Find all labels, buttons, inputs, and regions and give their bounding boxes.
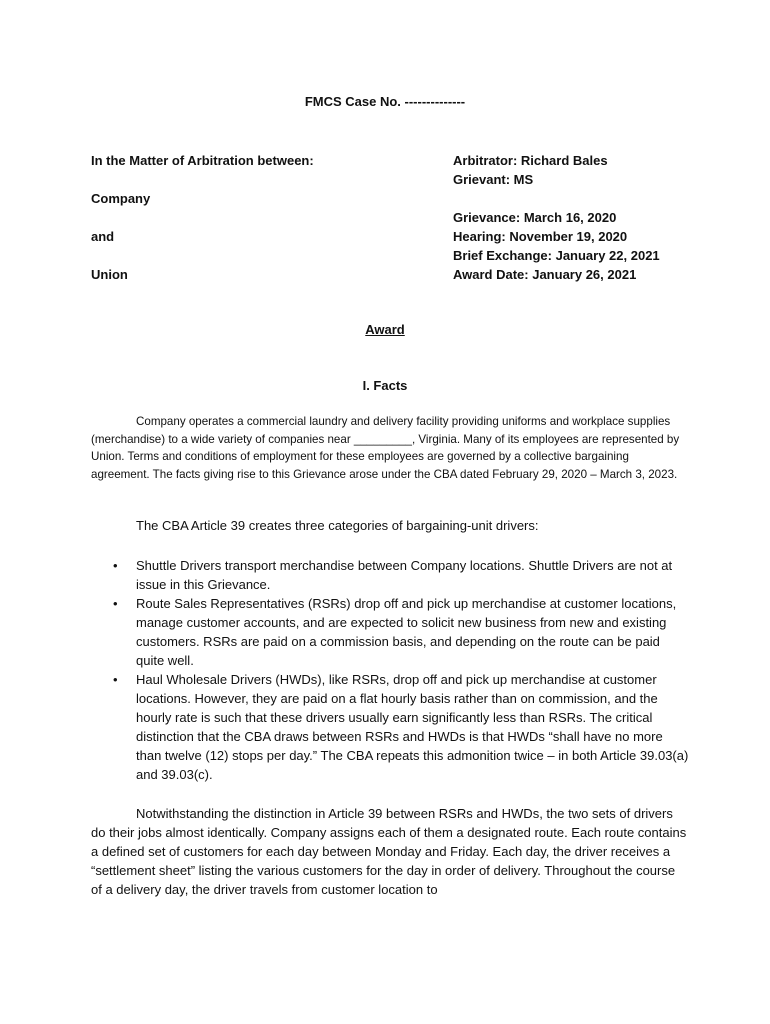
list-item [91,594,691,670]
case-number-heading: FMCS Case No. -------------- [304,94,466,109]
matter-line: In the Matter of Arbitration between: [91,153,314,168]
hearing-date-line: Hearing: November 19, 2020 [453,229,628,244]
party-union: Union [91,267,128,282]
bullet-icon: • [113,596,118,611]
list-item-text: Shuttle Drivers transport merchandise between Company locations. Shuttle Drivers are not at issue in this Grievance. [136,558,673,592]
award-date-line: Award Date: January 26, 2021 [453,267,637,282]
facts-paragraph-3: Notwithstanding the distinction in Article 39 between RSRs and HWDs, the two sets of drivers do their jobs almost identically. Company assigns each of them a designated route. Each route contains a defined set of customers for each day between Monday and Friday. Each day, the driver receives a “settlement sheet” listing the various customers for the day in order of delivery. Throughout the course of a delivery day, the driver travels from customer location to [91,806,687,897]
grievance-date-line: Grievance: March 16, 2020 [453,210,617,225]
driver-categories-list [91,556,691,784]
party-company: Company [91,191,151,206]
list-item-text: Route Sales Representatives (RSRs) drop off and pick up merchandise at customer locations, manage customer accounts, and are expected to solicit new business from new and existing customers. RSRs are paid on a commission basis, and depending on the route can be paid quite well. [136,596,677,668]
list-item [91,556,691,594]
list-item [91,670,691,784]
facts-paragraph-2: The CBA Article 39 creates three categories of bargaining-unit drivers: [136,518,539,533]
caption-parties [91,151,314,284]
brief-exchange-line: Brief Exchange: January 22, 2021 [453,248,660,263]
caption-details [453,151,660,284]
party-and: and [91,229,115,244]
bullet-icon: • [113,672,118,687]
section-title-facts: I. Facts [362,378,408,393]
bullet-icon: • [113,558,118,573]
arbitrator-line: Arbitrator: Richard Bales [453,153,608,168]
award-title: Award [365,322,405,337]
facts-paragraph-1: Company operates a commercial laundry and delivery facility providing uniforms and workplace supplies (merchandise) to a wide variety of companies near _________, Virginia. Many of its employees are represented by Union. Terms and conditions of employment for these employees are governed by a collective bargaining agreement. The facts giving rise to this Grievance arose under the CBA dated February 29, 2020 – March 3, 2023. [91,415,680,481]
list-item-text: Haul Wholesale Drivers (HWDs), like RSRs, drop off and pick up merchandise at customer locations. However, they are paid on a flat hourly basis rather than on commission, and the hourly rate is such that these drivers usually earn significantly less than RSRs. The critical distinction that the CBA draws between RSRs and HWDs is that HWDs “shall have no more than twelve (12) stops per day.” The CBA repeats this admonition twice – in both Article 39.03(a) and 39.03(c). [136,672,689,782]
grievant-line: Grievant: MS [453,172,534,187]
